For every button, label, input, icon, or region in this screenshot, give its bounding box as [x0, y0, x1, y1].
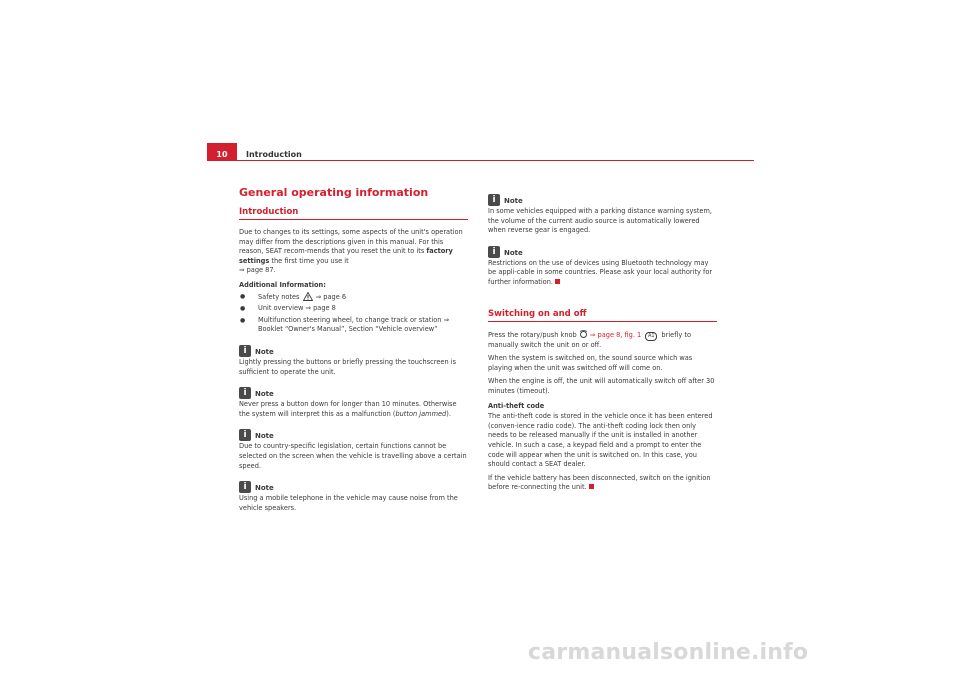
- section-end-marker: [589, 484, 594, 489]
- running-title: Introduction: [246, 150, 302, 159]
- paragraph-text: If the vehicle battery has been disconnected, switch on the ignition before re-connecting the unit.: [488, 473, 711, 492]
- note-label: Note: [255, 484, 274, 493]
- page-ref-link[interactable]: ⇒ page 87.: [239, 266, 276, 275]
- figure-ref-link[interactable]: ⇒ page 8, fig. 1: [587, 330, 644, 339]
- info-icon: i: [239, 345, 251, 357]
- section-title-switching: Switching on and off: [488, 308, 717, 322]
- note-block: [239, 343, 468, 377]
- paragraph: The anti-theft code is stored in the vehicle once it has been entered (conven-ience radio code). The anti-theft coding lock then only needs to be released manually if the unit is installed in another vehicle. In such a case, a keypad field and a prompt to enter the code will appear when the unit is switched on. In this case, you should contact a SEAT dealer.: [488, 412, 713, 469]
- callout-a1: A1: [645, 332, 657, 341]
- note-label: Note: [255, 432, 274, 441]
- additional-info-list: [239, 292, 468, 335]
- info-icon: i: [488, 194, 500, 206]
- note-text: Due to country-specific legislation, certain functions cannot be selected on the screen when the vehicle is travelling above a certain speed.: [239, 442, 467, 470]
- list-item: [239, 292, 468, 303]
- info-icon: i: [239, 481, 251, 493]
- note-block: [488, 192, 717, 236]
- page-header: [207, 143, 754, 161]
- note-text: [239, 400, 468, 419]
- switch-text-cont: briefly to manually switch the unit on or off.: [488, 330, 691, 349]
- anti-theft-title: Anti-theft code: [488, 401, 545, 410]
- note-text-part: Never press a button down for longer than 10 minutes. Otherwise the system will interpret this as a malfunction (: [239, 400, 457, 418]
- note-label: Note: [255, 347, 274, 356]
- info-icon: i: [239, 429, 251, 441]
- section-end-marker: [555, 279, 560, 284]
- right-column: [488, 192, 717, 497]
- paragraph: When the system is switched on, the sound source which was playing when the unit was switched off will come on.: [488, 354, 693, 372]
- warning-triangle-icon: [303, 292, 313, 301]
- section-title-introduction: Introduction: [239, 206, 468, 220]
- rotary-knob-icon: [579, 330, 588, 338]
- note-text-part: Restrictions on the use of devices using Bluetooth technology may be appli-cable in some countries. Please ask your local authority for further information.: [488, 258, 713, 286]
- page-number: 10: [207, 143, 237, 161]
- info-icon: i: [239, 387, 251, 399]
- list-item: ● Unit overview ⇒ page 8: [239, 304, 468, 314]
- paragraph: When the engine is off, the unit will automatically switch off after 30 minutes (timeout).: [488, 377, 715, 395]
- note-text: [488, 259, 717, 288]
- intro-text: Due to changes to its settings, some aspects of the unit's operation may differ from the descriptions given in this manual. For this reason, SEAT recom-mends that you reset the unit to its: [239, 228, 463, 256]
- note-text: In some vehicles equipped with a parking distance warning system, the volume of the current audio source is automatically lowered when reverse gear is engaged.: [488, 207, 712, 235]
- chapter-title: General operating information: [239, 186, 429, 199]
- list-item: ● Multifunction steering wheel, to change track or station ⇒ Booklet “Owner's Manual”, Section “Vehicle overview”: [239, 316, 468, 335]
- intro-text-cont: the first time you use it: [269, 256, 349, 265]
- note-label: Note: [504, 248, 523, 257]
- additional-info-label: Additional Information:: [239, 280, 326, 289]
- left-column: [239, 186, 468, 517]
- factory-settings-term: factory settings: [239, 247, 453, 265]
- note-block: [239, 385, 468, 419]
- note-block: [239, 427, 468, 471]
- header-rule: [207, 160, 754, 161]
- note-text-part: ).: [446, 409, 451, 418]
- switch-paragraph: [488, 330, 717, 351]
- info-icon: i: [488, 246, 500, 258]
- note-block: [488, 244, 717, 288]
- intro-paragraph: [239, 228, 468, 276]
- note-label: Note: [255, 390, 274, 399]
- switch-text: Press the rotary/push knob: [488, 330, 579, 339]
- note-label: Note: [504, 197, 523, 205]
- page-ref-link[interactable]: ⇒ page 6: [313, 292, 347, 301]
- note-text: Using a mobile telephone in the vehicle may cause noise from the vehicle speakers.: [239, 494, 458, 512]
- note-block: [239, 479, 468, 513]
- paragraph: [488, 474, 717, 493]
- note-text: Lightly pressing the buttons or briefly pressing the touchscreen is sufficient to operate the unit.: [239, 357, 457, 376]
- safety-notes-text: Safety notes: [258, 292, 300, 301]
- button-jammed-term: button jammed: [395, 409, 447, 418]
- site-watermark: carmanualsonline.info: [528, 640, 809, 665]
